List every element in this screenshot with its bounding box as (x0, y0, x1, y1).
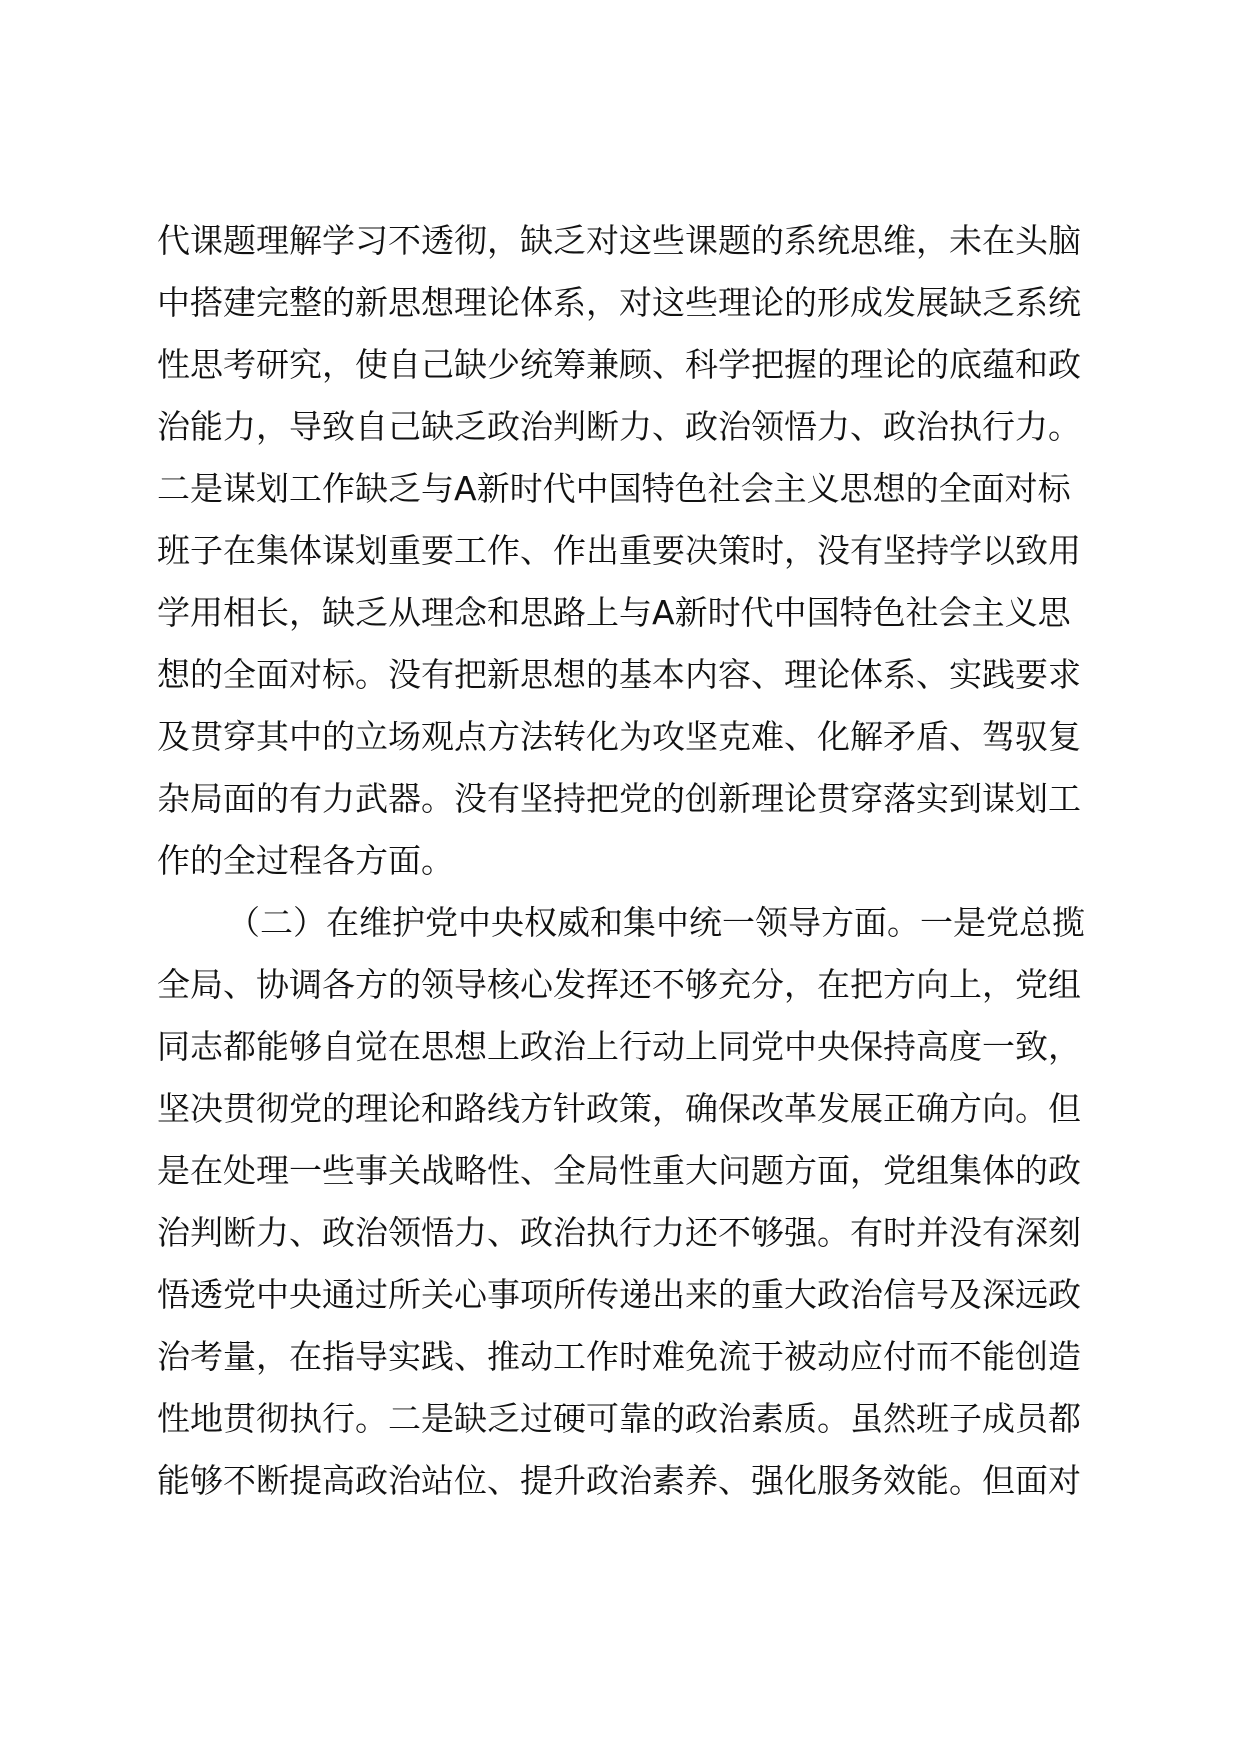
text-line-10: 杂局面的有力武器。没有坚持把党的创新理论贯穿落实到谋划工 (157, 779, 1081, 818)
text-line-4: 治能力，导致自己缺乏政治判断力、政治领悟力、政治执行力。 (157, 407, 1081, 446)
text-line-9: 及贯穿其中的立场观点方法转化为攻坚克难、化解矛盾、驾驭复 (157, 717, 1081, 756)
text-line-6: 班子在集体谋划重要工作、作出重要决策时，没有坚持学以致用 (157, 531, 1081, 570)
text-line-13: 全局、协调各方的领导核心发挥还不够充分，在把方向上，党组 (157, 965, 1081, 1004)
text-line-21: 能够不断提高政治站位、提升政治素养、强化服务效能。但面对 (157, 1461, 1081, 1500)
text-line-5: 二是谋划工作缺乏与A新时代中国特色社会主义思想的全面对标 (157, 469, 1071, 508)
text-line-15: 坚决贯彻党的理论和路线方针政策，确保改革发展正确方向。但 (157, 1089, 1081, 1128)
text-line-3: 性思考研究，使自己缺少统筹兼顾、科学把握的理论的底蕴和政 (157, 345, 1081, 384)
text-line-1: 代课题理解学习不透彻，缺乏对这些课题的系统思维，未在头脑 (157, 221, 1081, 260)
text-line-11: 作的全过程各方面。 (157, 841, 454, 880)
text-line-8: 想的全面对标。没有把新思想的基本内容、理论体系、实践要求 (157, 655, 1081, 694)
text-line-14: 同志都能够自觉在思想上政治上行动上同党中央保持高度一致， (157, 1027, 1081, 1066)
text-line-2: 中搭建完整的新思想理论体系，对这些理论的形成发展缺乏系统 (157, 283, 1081, 322)
section-heading-line: （二）在维护党中央权威和集中统一领导方面。一是党总揽 (227, 903, 1085, 942)
text-line-16: 是在处理一些事关战略性、全局性重大问题方面，党组集体的政 (157, 1151, 1081, 1190)
text-line-19: 治考量，在指导实践、推动工作时难免流于被动应付而不能创造 (157, 1337, 1081, 1376)
text-line-7: 学用相长，缺乏从理念和思路上与A新时代中国特色社会主义思 (157, 593, 1071, 632)
text-line-18: 悟透党中央通过所关心事项所传递出来的重大政治信号及深远政 (157, 1275, 1081, 1314)
text-line-17: 治判断力、政治领悟力、政治执行力还不够强。有时并没有深刻 (157, 1213, 1081, 1252)
text-line-20: 性地贯彻执行。二是缺乏过硬可靠的政治素质。虽然班子成员都 (157, 1399, 1081, 1438)
